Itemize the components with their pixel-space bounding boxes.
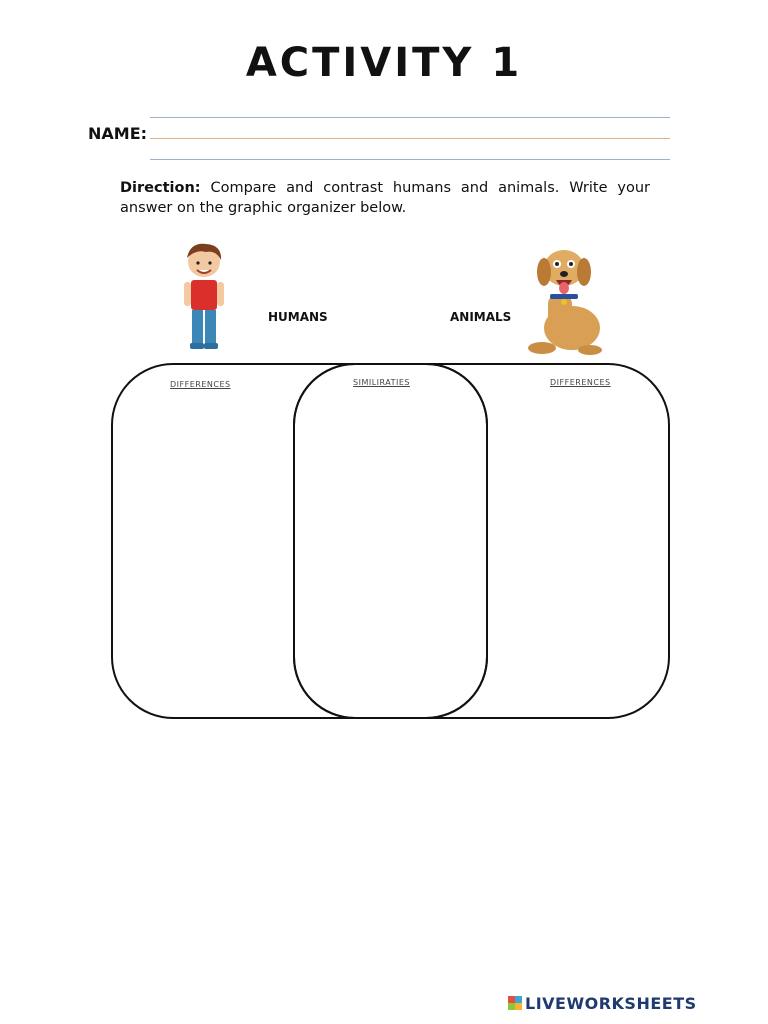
liveworksheets-logo — [508, 994, 697, 1012]
name-line — [150, 117, 670, 118]
direction-body: Compare and contrast humans and animals. Write your answer on the graphic organizer below. — [120, 180, 651, 216]
direction-text — [120, 178, 650, 218]
name-label: NAME: — [88, 124, 148, 143]
direction-label: Direction: — [120, 180, 201, 196]
similarities-box[interactable] — [293, 363, 488, 719]
name-line — [150, 159, 670, 160]
animals-label: ANIMALS — [450, 310, 512, 324]
left-differences-heading: DIFFERENCES — [170, 380, 231, 389]
name-line — [150, 138, 670, 139]
similarities-heading: SIMILIRATIES — [353, 378, 410, 387]
dog-illustration — [520, 244, 612, 356]
boy-illustration — [176, 240, 232, 352]
page-title: ACTIVITY 1 — [245, 40, 523, 86]
right-differences-heading: DIFFERENCES — [550, 378, 611, 387]
liveworksheets-logo-icon — [508, 996, 522, 1010]
liveworksheets-logo-text: LIVEWORKSHEETS — [525, 993, 697, 1013]
humans-label: HUMANS — [268, 310, 328, 324]
